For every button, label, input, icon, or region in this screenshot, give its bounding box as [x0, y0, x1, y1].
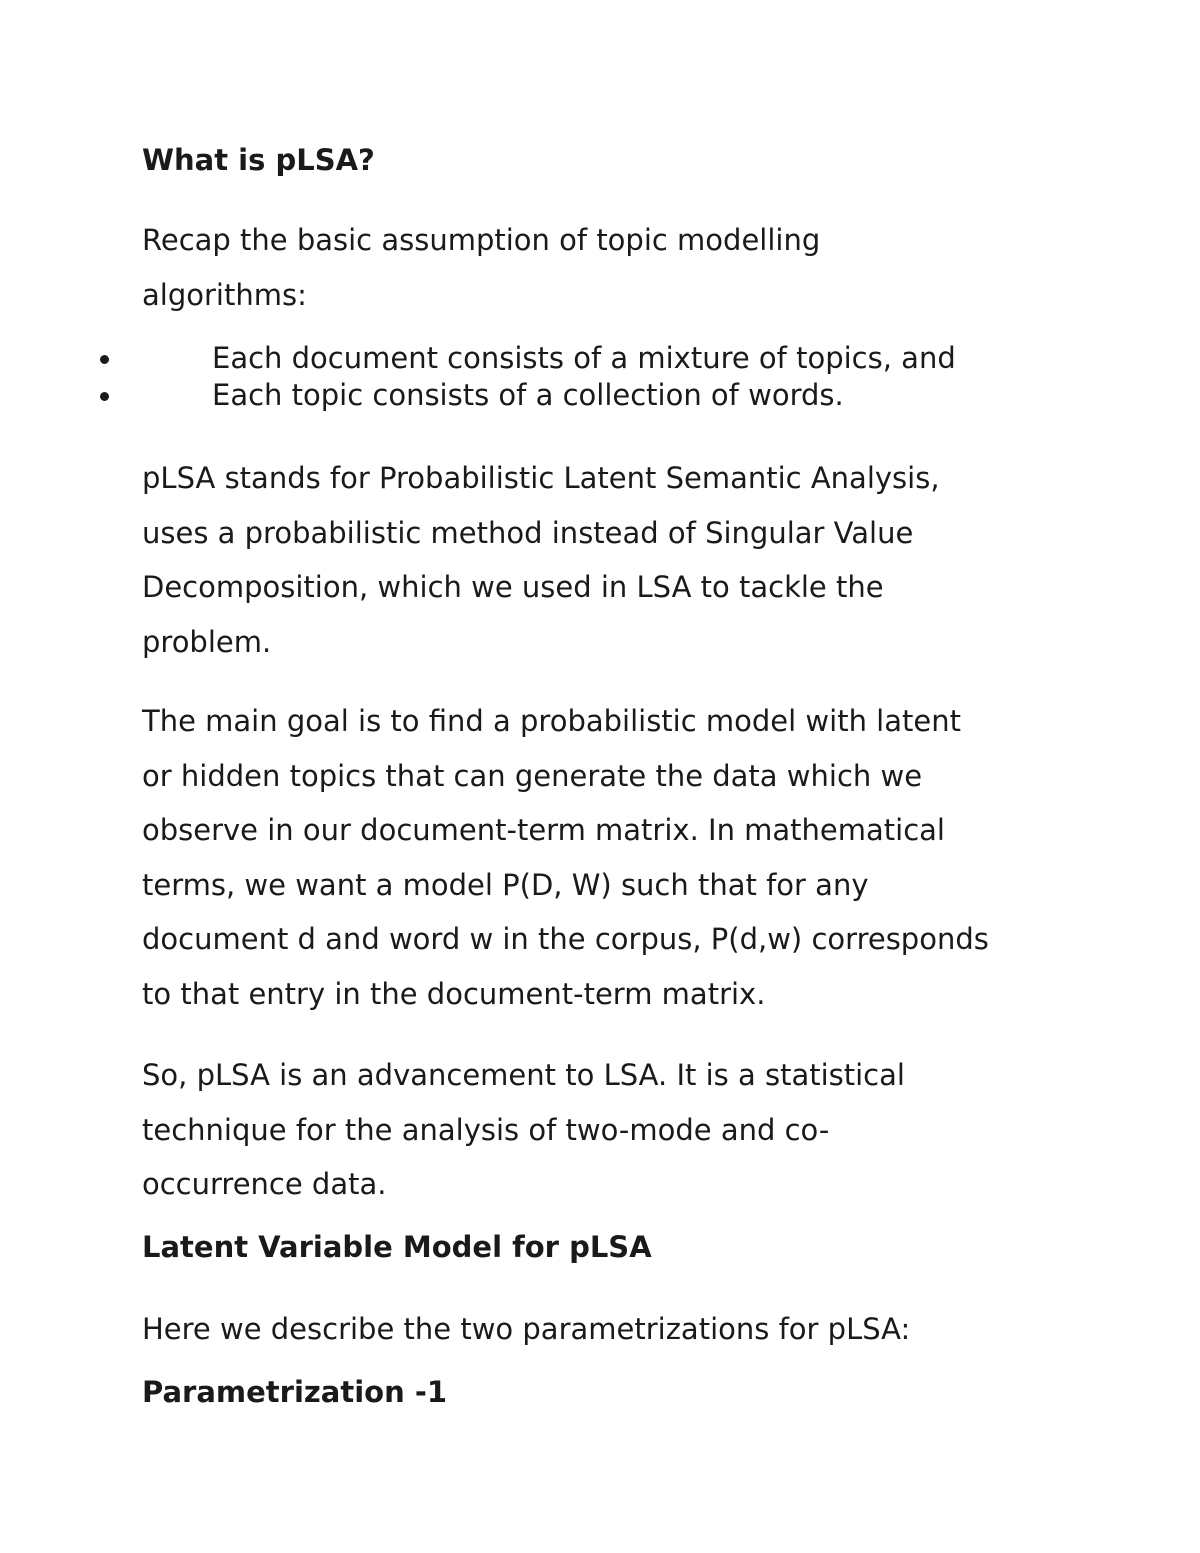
- paragraph-line: Recap the basic assumption of topic modelling: [142, 223, 821, 257]
- paragraph-line: problem.: [142, 624, 272, 659]
- heading-latent-variable-model: Latent Variable Model for pLSA: [142, 1230, 652, 1264]
- list-item-text: Each document consists of a mixture of topics, and: [212, 341, 956, 375]
- paragraph-advancement: [142, 1048, 1072, 1212]
- heading-parametrization-1: Parametrization -1: [142, 1375, 448, 1409]
- paragraph-line: Here we describe the two parametrizations for pLSA:: [142, 1312, 911, 1346]
- heading-what-is-plsa: What is pLSA?: [142, 143, 375, 177]
- bullet-icon: [100, 392, 109, 401]
- paragraph-line: or hidden topics that can generate the data which we: [142, 758, 923, 793]
- list-item-text: Each topic consists of a collection of words.: [212, 378, 844, 412]
- paragraph-line: to that entry in the document-term matrix.: [142, 976, 766, 1011]
- paragraph-line: observe in our document-term matrix. In mathematical: [142, 813, 945, 847]
- bullet-icon: [100, 355, 109, 364]
- paragraph-line: So, pLSA is an advancement to LSA. It is a statistical: [142, 1058, 905, 1092]
- paragraph-line: document d and word w in the corpus, P(d,w) corresponds: [142, 922, 989, 956]
- paragraph-recap: [142, 213, 1072, 322]
- paragraph-line: Decomposition, which we used in LSA to tackle the: [142, 570, 884, 604]
- paragraph-line: The main goal is to find a probabilistic model with latent: [142, 704, 961, 738]
- paragraph-line: pLSA stands for Probabilistic Latent Semantic Analysis,: [142, 461, 940, 495]
- paragraph-main-goal: [142, 694, 1072, 1021]
- paragraph-parametrizations: [142, 1302, 1072, 1357]
- paragraph-line: uses a probabilistic method instead of Singular Value: [142, 515, 914, 550]
- paragraph-plsa-definition: [142, 451, 1072, 669]
- paragraph-line: terms, we want a model P(D, W) such that for any: [142, 867, 869, 902]
- paragraph-line: technique for the analysis of two-mode and co-: [142, 1112, 830, 1147]
- paragraph-line: occurrence data.: [142, 1167, 387, 1201]
- paragraph-line: algorithms:: [142, 277, 307, 312]
